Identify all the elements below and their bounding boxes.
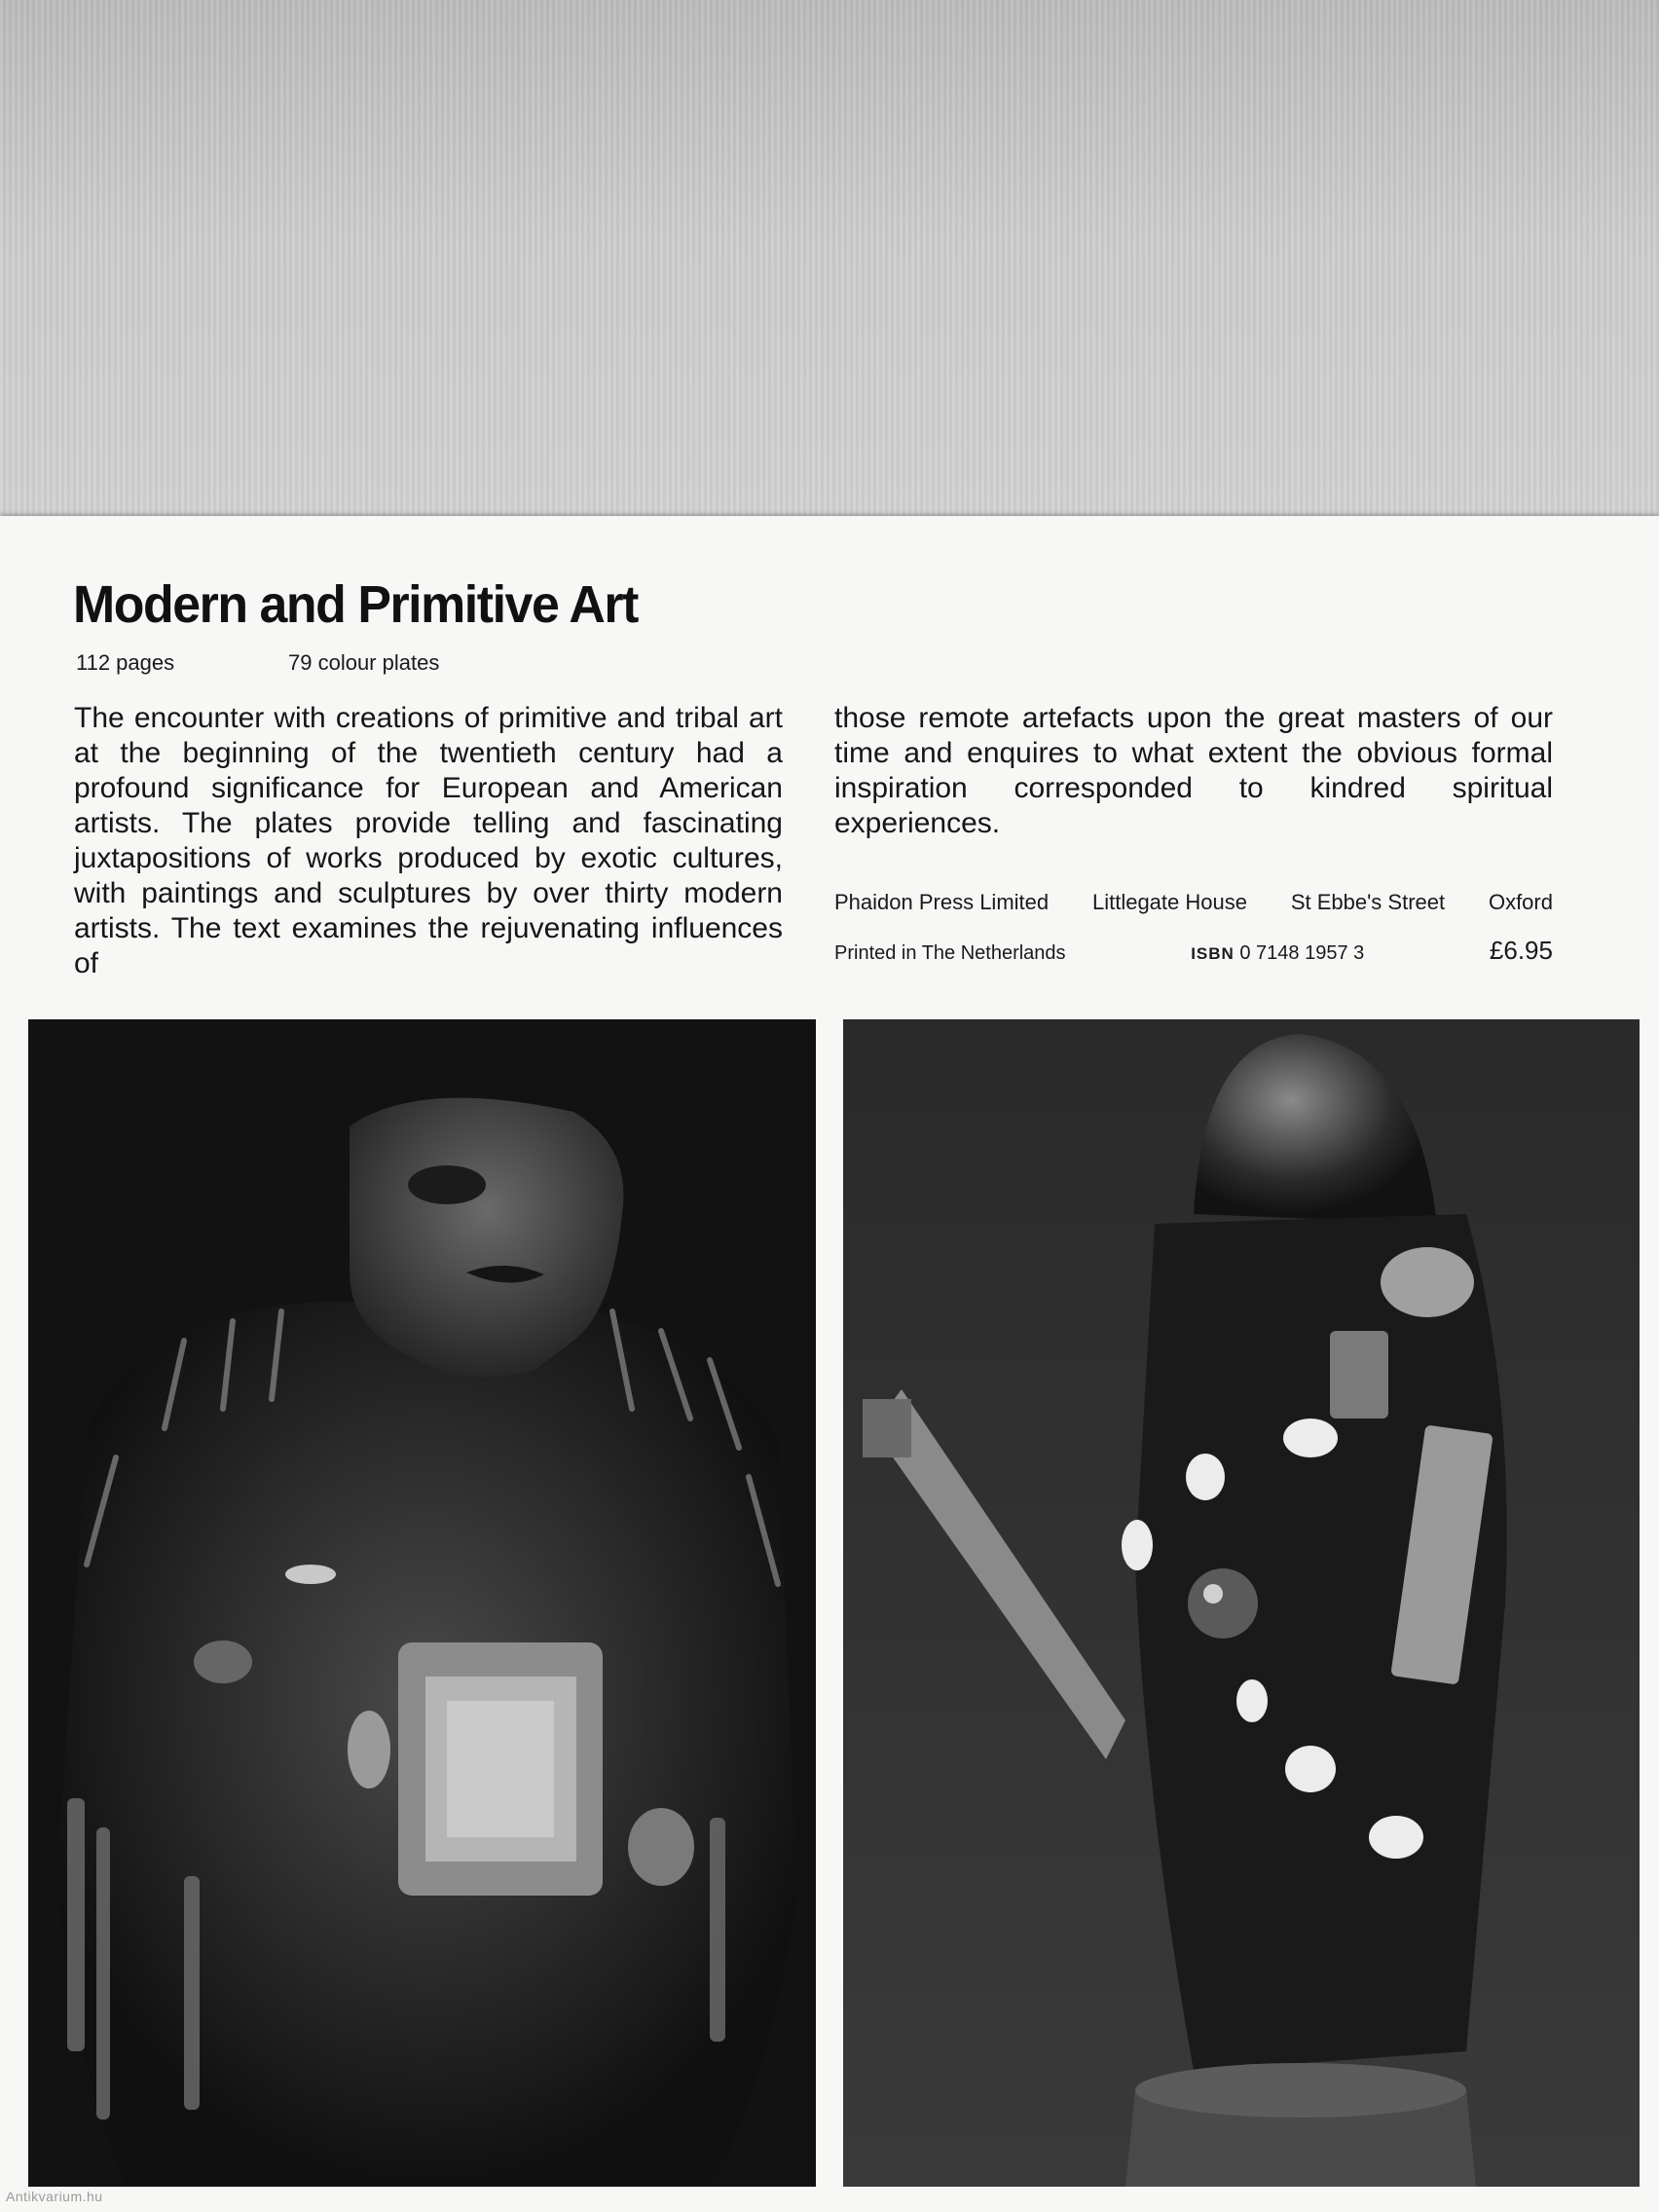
- publisher-line: [834, 890, 1553, 915]
- publisher-name: Phaidon Press Limited: [834, 890, 1050, 914]
- blurb-column-left: The encounter with creations of primitive and tribal art at the beginning of the twentieth century had a profound significance for European and American artists. The plates provide telling and fascinating juxtapositions of works produced by exotic cultures, with paintings and sculptures by over thirty modern artists. The text examines the rejuvenating influences of: [74, 702, 783, 979]
- isbn-number: 0 7148 1957 3: [1239, 942, 1365, 964]
- isbn: [1191, 942, 1364, 965]
- publisher-city: Oxford: [1488, 890, 1553, 914]
- book-title: Modern and Primitive Art: [73, 575, 638, 634]
- watermark: Antikvarium.hu: [6, 2189, 103, 2204]
- price: £6.95: [1489, 936, 1553, 965]
- background-surface: [0, 0, 1659, 526]
- page-count: 112 pages: [76, 650, 175, 675]
- print-info-line: [834, 936, 1553, 966]
- printed-in: Printed in The Netherlands: [834, 942, 1066, 964]
- tribal-figure-illustration: [28, 1019, 816, 2187]
- assemblage-sculpture-illustration: [843, 1019, 1640, 2187]
- publisher-building: Littlegate House: [1091, 890, 1247, 914]
- blurb-column-right: those remote artefacts upon the great masters of our time and enquires to what extent the obvious formal inspiration corresponded to kindred spiritual experiences.: [834, 702, 1553, 839]
- plate-count: 79 colour plates: [288, 650, 440, 675]
- assemblage-sculpture-photo: [843, 1019, 1640, 2187]
- isbn-label: ISBN: [1191, 944, 1235, 963]
- publisher-street: St Ebbe's Street: [1290, 890, 1446, 914]
- tribal-figure-photo: [28, 1019, 816, 2187]
